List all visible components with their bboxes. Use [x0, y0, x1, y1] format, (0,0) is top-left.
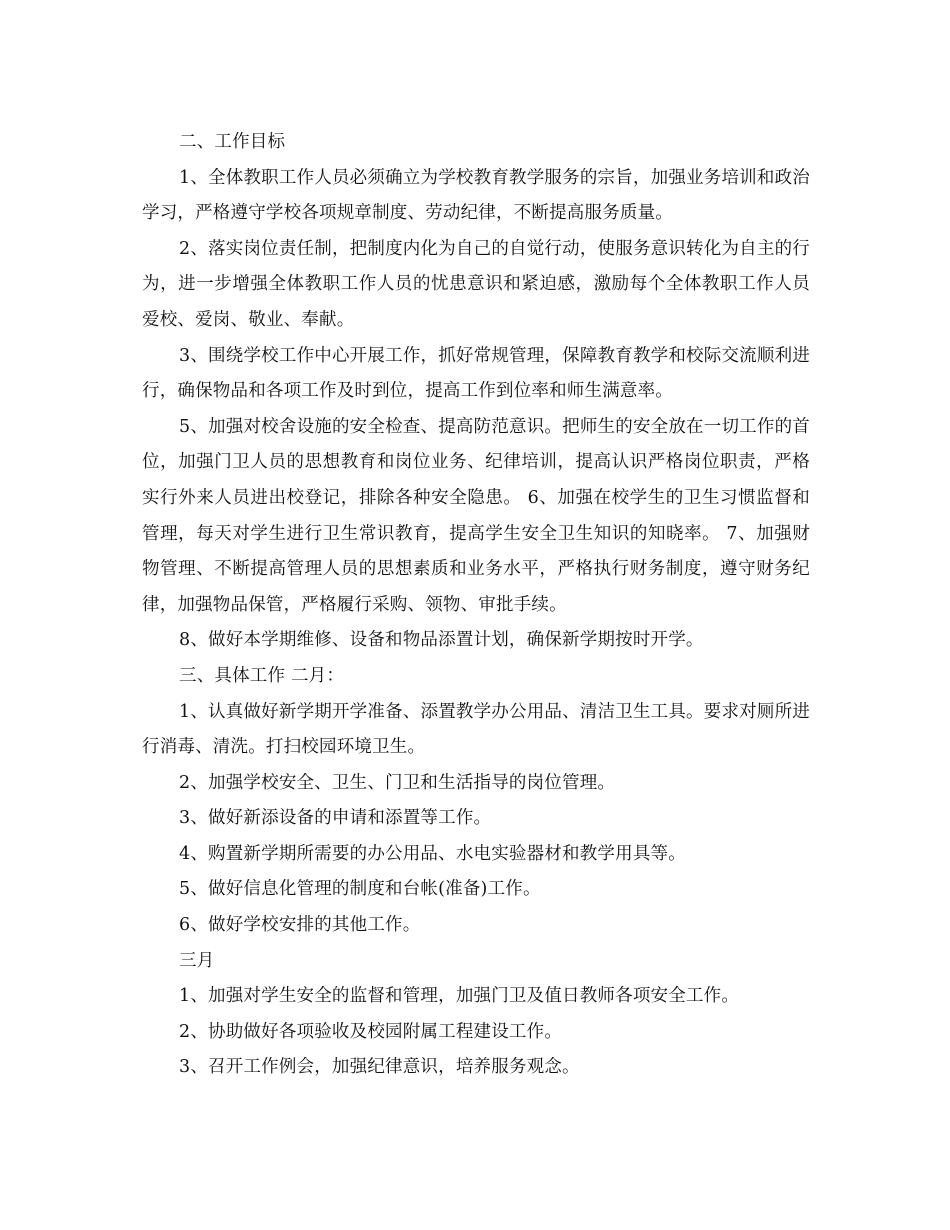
section-heading-tasks-february: 三、具体工作 二月：: [179, 665, 345, 686]
february-item-4: 4、购置新学期所需要的办公用品、水电实验器材和教学用具等。: [179, 843, 686, 864]
february-item-1: 1、认真做好新学期开学准备、添置教学办公用品、清洁卫生工具。要求对厕所进行消毒、清洗。打扫校园环境卫生。: [142, 701, 810, 758]
goal-paragraph-8: 8、做好本学期维修、设备和物品添置计划，确保新学期按时开学。: [179, 630, 704, 651]
goal-paragraph-3: 3、围绕学校工作中心开展工作，抓好常规管理，保障教育教学和校际交流顺利进行，确保物品和各项工作及时到位，提高工作到位率和师生满意率。: [142, 345, 810, 402]
march-item-2: 2、协助做好各项验收及校园附属工程建设工作。: [179, 1021, 563, 1042]
section-heading-goals: 二、工作目标: [179, 132, 286, 152]
february-item-5: 5、做好信息化管理的制度和台帐(准备)工作。: [179, 879, 541, 900]
february-item-2: 2、加强学校安全、卫生、门卫和生活指导的岗位管理。: [179, 772, 616, 793]
goal-paragraph-1: 1、全体教职工作人员必须确立为学校教育教学服务的宗旨，加强业务培训和政治学习，严格遵守学校各项规章制度、劳动纪律，不断提高服务质量。: [142, 167, 810, 224]
march-item-1: 1、加强对学生安全的监督和管理，加强门卫及值日教师各项安全工作。: [179, 986, 740, 1007]
february-item-6: 6、做好学校安排的其他工作。: [179, 915, 421, 936]
month-heading-march: 三月: [179, 950, 215, 971]
goal-paragraph-2: 2、落实岗位责任制，把制度内化为自己的自觉行动，使服务意识转化为自主的行为，进一步增强全体教职工作人员的忧患意识和紧迫感，激励每个全体教职工作人员爱校、爱岗、敬业、奉献。: [142, 238, 810, 330]
document-body: [142, 125, 810, 1086]
goal-paragraph-5-7: 5、加强对校舍设施的安全检查、提高防范意识。把师生的安全放在一切工作的首位，加强门卫人员的思想教育和岗位业务、纪律培训，提高认识严格岗位职责，严格实行外来人员进出校登记，排除各种安全隐患。 6、加强在校学生的卫生习惯监督和管理，每天对学生进行卫生常识教育，提高学生安全卫生知识的知晓率。 7、加强财物管理、不断提高管理人员的思想素质和业务水平，严格执行财务制度，遵守财务纪律，加强物品保管，严格履行采购、领物、审批手续。: [142, 416, 810, 615]
february-item-3: 3、做好新添设备的申请和添置等工作。: [179, 808, 492, 829]
march-item-3: 3、召开工作例会，加强纪律意识，培养服务观念。: [179, 1057, 580, 1078]
